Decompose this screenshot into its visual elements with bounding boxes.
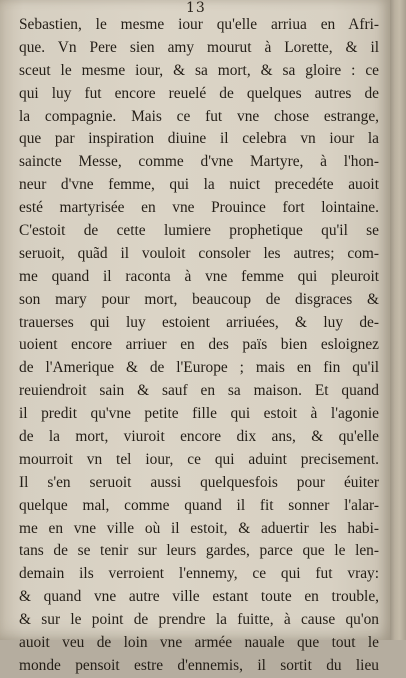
text-line: il predit qu'vne petite fille qui estoit à l'agonie bbox=[19, 405, 379, 423]
text-line: C'estoit de cette lumiere prophetique qu'il se bbox=[19, 222, 379, 240]
page-edge bbox=[390, 0, 406, 640]
page-number: 13 bbox=[186, 0, 206, 16]
page-text bbox=[19, 14, 379, 678]
text-line: mourroit vn tel iour, ce qui aduint precisement. bbox=[19, 450, 379, 468]
text-line: tans de se tenir sur leurs gardes, parce que le len- bbox=[19, 542, 379, 560]
text-line: de la mort, viuroit encore dix ans, & qu'elle bbox=[19, 428, 379, 446]
text-line: que par inspiration diuine il celebra vn iour la bbox=[19, 130, 379, 148]
text-line: Il s'en seruoit aussi quelquesfois pour éuiter bbox=[19, 473, 379, 491]
text-line: sceut le mesme iour, & sa mort, & sa gloire : ce bbox=[19, 61, 379, 79]
text-line: la compagnie. Mais ce fut vne chose estrange, bbox=[19, 107, 379, 125]
text-line: son mary pour mort, beaucoup de disgraces & bbox=[19, 290, 379, 308]
text-line: me quand il raconta à vne femme qui pleuroit bbox=[19, 267, 379, 285]
text-line: saincte Messe, comme d'vne Martyre, à l'hon- bbox=[19, 153, 379, 171]
text-line: esté martyrisée en vne Prouince fort lointaine. bbox=[19, 199, 379, 217]
text-line: reuiendroit sain & sauf en sa maison. Et quand bbox=[19, 382, 379, 400]
text-line: de l'Amerique & de l'Europe ; mais en fin qu'il bbox=[19, 359, 379, 377]
text-line: uoient encore arriuer en des païs bien esloignez bbox=[19, 336, 379, 354]
text-line: quelque mal, comme quand il fit sonner l'alar- bbox=[19, 496, 379, 514]
text-line: & sur le point de prendre la fuitte, à cause qu'on bbox=[19, 611, 379, 629]
text-line: qui luy fut encore reuelé de quelques autres de bbox=[19, 84, 379, 102]
text-line: Sebastien, le mesme iour qu'elle arriua en Afri- bbox=[19, 16, 379, 33]
text-line: seruoit, quãd il vouloit consoler les autres; com- bbox=[19, 244, 379, 262]
text-line: auoit veu de loin vne armée nauale que tout le bbox=[19, 634, 379, 652]
text-line: demain ils verroient l'ennemy, ce qui fut vray: bbox=[19, 565, 379, 583]
text-line: me en vne ville où il estoit, & aduertir les habi- bbox=[19, 519, 379, 537]
text-line: neur d'vne femme, qui la nuict precedéte auoit bbox=[19, 176, 379, 194]
text-line: que. Vn Pere sien amy mourut à Lorette, & il bbox=[19, 38, 379, 56]
text-line: trauerses qui luy estoient arriuées, & luy de- bbox=[19, 313, 379, 331]
text-line: monde pensoit estre d'ennemis, il sortit du lieu bbox=[19, 656, 379, 674]
text-line: & quand vne autre ville estant toute en trouble, bbox=[19, 588, 379, 606]
